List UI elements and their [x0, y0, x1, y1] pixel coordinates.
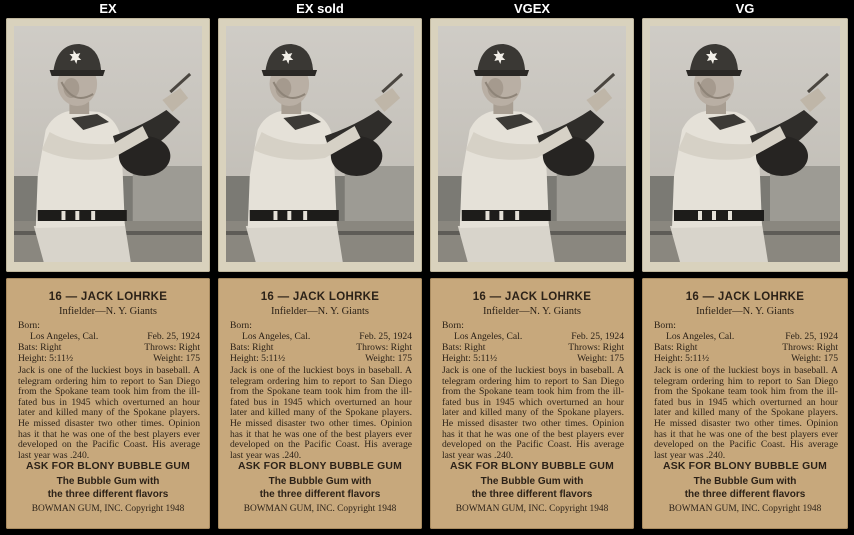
player-photo: [226, 26, 414, 262]
card-back[interactable]: [430, 278, 634, 529]
height: Height: 5:11½: [442, 353, 498, 364]
player-photo: [14, 26, 202, 262]
player-info: [442, 320, 624, 364]
grade-label: EX: [99, 1, 117, 16]
throws: Throws: Right: [568, 342, 624, 353]
weight: Weight: 175: [153, 353, 200, 364]
copyright: BOWMAN GUM, INC. Copyright 1948: [668, 504, 822, 514]
player-position: Infielder—N. Y. Giants: [483, 306, 581, 317]
ad-line-1: The Bubble Gum with: [268, 476, 372, 487]
player-info: [654, 320, 838, 364]
born-label: Born:: [442, 320, 464, 331]
born-label: Born:: [18, 320, 40, 331]
birthdate: Feb. 25, 1924: [147, 331, 200, 342]
throws: Throws: Right: [356, 342, 412, 353]
birthdate: Feb. 25, 1924: [785, 331, 838, 342]
ad-line-1: The Bubble Gum with: [56, 476, 160, 487]
player-photo-svg: [650, 26, 840, 262]
player-photo: [650, 26, 840, 262]
height: Height: 5:11½: [18, 353, 74, 364]
ad-line-2: the three different flavors: [259, 489, 381, 500]
weight: Weight: 175: [577, 353, 624, 364]
player-info: [230, 320, 412, 364]
copyright: BOWMAN GUM, INC. Copyright 1948: [31, 504, 185, 514]
card-back[interactable]: [642, 278, 848, 529]
player-position: Infielder—N. Y. Giants: [696, 306, 794, 317]
ad-line-2: the three different flavors: [471, 489, 593, 500]
player-bio: Jack is one of the luckiest boys in baseball. A telegram ordering him to report to San Diego from the Spokane team took him from the ill-fated bus in 1945 which overturned an hour later and killed many of the Spokane players. He missed disaster two other times. Opinion has it that he was one of the best players ever developed on the Pacific Coast. His average last year was .240.: [654, 365, 838, 461]
card-back[interactable]: [6, 278, 210, 529]
birthdate: Feb. 25, 1924: [359, 331, 412, 342]
ad-headline: ASK FOR BLONY BUBBLE GUM: [238, 461, 402, 472]
copyright: BOWMAN GUM, INC. Copyright 1948: [243, 504, 397, 514]
throws: Throws: Right: [782, 342, 838, 353]
bats: Bats: Right: [230, 342, 274, 353]
player-bio: Jack is one of the luckiest boys in baseball. A telegram ordering him to report to San Diego from the Spokane team took him from the ill-fated bus in 1945 which overturned an hour later and killed many of the Spokane players. He missed disaster two other times. Opinion has it that he was one of the best players ever developed on the Pacific Coast. His average last year was .240.: [442, 365, 624, 461]
ad-line-2: the three different flavors: [47, 489, 169, 500]
player-photo-svg: [226, 26, 414, 262]
card-front[interactable]: [6, 18, 210, 272]
player-position: Infielder—N. Y. Giants: [59, 306, 157, 317]
copyright: BOWMAN GUM, INC. Copyright 1948: [455, 504, 609, 514]
born-label: Born:: [230, 320, 252, 331]
grade-label: VG: [735, 1, 755, 16]
ad-line-2: the three different flavors: [684, 489, 806, 500]
bats: Bats: Right: [18, 342, 62, 353]
card-title: 16 — JACK LOHRKE: [260, 291, 380, 303]
player-bio: Jack is one of the luckiest boys in baseball. A telegram ordering him to report to San Diego from the Spokane team took him from the ill-fated bus in 1945 which overturned an hour later and killed many of the Spokane players. He missed disaster two other times. Opinion has it that he was one of the best players ever developed on the Pacific Coast. His average last year was .240.: [230, 365, 412, 461]
birthplace: Los Angeles, Cal.: [30, 331, 99, 342]
player-info: [18, 320, 200, 364]
card-front[interactable]: [642, 18, 848, 272]
card-front[interactable]: [218, 18, 422, 272]
player-bio: Jack is one of the luckiest boys in baseball. A telegram ordering him to report to San Diego from the Spokane team took him from the ill-fated bus in 1945 which overturned an hour later and killed many of the Spokane players. He missed disaster two other times. Opinion has it that he was one of the best players ever developed on the Pacific Coast. His average last year was .240.: [18, 365, 200, 461]
player-position: Infielder—N. Y. Giants: [271, 306, 369, 317]
player-photo: [438, 26, 626, 262]
birthdate: Feb. 25, 1924: [571, 331, 624, 342]
weight: Weight: 175: [791, 353, 838, 364]
height: Height: 5:11½: [654, 353, 710, 364]
player-photo-svg: [14, 26, 202, 262]
card-back[interactable]: [218, 278, 422, 529]
birthplace: Los Angeles, Cal.: [666, 331, 735, 342]
bats: Bats: Right: [442, 342, 486, 353]
throws: Throws: Right: [144, 342, 200, 353]
ad-line-1: The Bubble Gum with: [480, 476, 584, 487]
grade-label: EX sold: [296, 1, 344, 16]
card-title: 16 — JACK LOHRKE: [685, 291, 805, 303]
bats: Bats: Right: [654, 342, 698, 353]
ad-line-1: The Bubble Gum with: [693, 476, 797, 487]
weight: Weight: 175: [365, 353, 412, 364]
card-title: 16 — JACK LOHRKE: [48, 291, 168, 303]
grade-label: VGEX: [513, 1, 551, 16]
card-front[interactable]: [430, 18, 634, 272]
card-title: 16 — JACK LOHRKE: [472, 291, 592, 303]
ad-headline: ASK FOR BLONY BUBBLE GUM: [450, 461, 614, 472]
birthplace: Los Angeles, Cal.: [454, 331, 523, 342]
height: Height: 5:11½: [230, 353, 286, 364]
player-photo-svg: [438, 26, 626, 262]
born-label: Born:: [654, 320, 676, 331]
ad-headline: ASK FOR BLONY BUBBLE GUM: [26, 461, 190, 472]
ad-headline: ASK FOR BLONY BUBBLE GUM: [663, 461, 827, 472]
birthplace: Los Angeles, Cal.: [242, 331, 311, 342]
